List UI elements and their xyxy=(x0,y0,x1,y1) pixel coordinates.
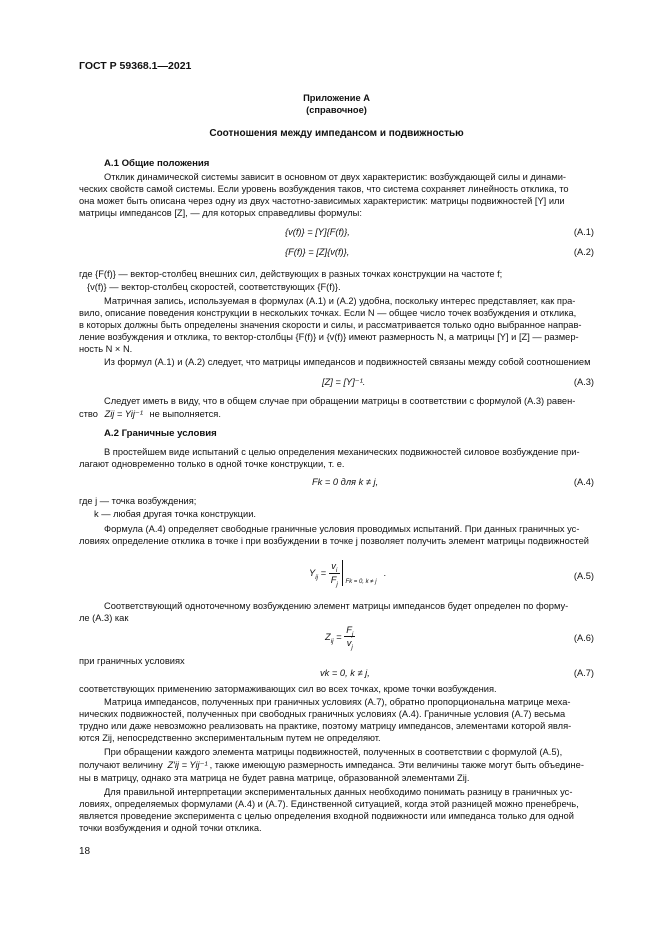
s2-where-line1: где j — точка возбуждения; xyxy=(79,496,197,506)
s1-p2-line3: в которых должны быть определены значения скорости и силы, и рассматривается только одно выбранное направ- xyxy=(79,320,582,330)
equation-a4-number: (А.4) xyxy=(573,477,594,487)
equation-a6-number: (А.6) xyxy=(573,633,594,643)
s2-p1-line1: В простейшем виде испытаний с целью определения механических подвижностей силовое возбуждение при- xyxy=(104,447,580,457)
equation-a5 xyxy=(79,560,594,594)
equation-a2-body: {F(f)} = [Z]{v(f)}, xyxy=(285,247,350,257)
s1-p4-inline-equation: Zij = Yij⁻¹ xyxy=(104,409,143,419)
s1-p3: Из формул (А.1) и (А.2) следует, что матрицы импедансов и подвижностей связаны между собой соотношением xyxy=(104,357,591,367)
s2-p6-line3: трудно или даже невозможно реализовать на практике, поэтому матрицу импедансов, элементами которой явля- xyxy=(79,721,572,731)
equation-a3-body: [Z] = [Y]⁻¹. xyxy=(322,377,366,387)
equation-a3-number: (А.3) xyxy=(573,377,594,387)
s2-where-line2: k — любая другая точка конструкции. xyxy=(94,509,256,519)
equation-a1 xyxy=(79,226,594,240)
equation-a5-evaluation-bar xyxy=(342,560,383,586)
equation-a5-number: (А.5) xyxy=(573,571,594,581)
equation-a7-body: vk = 0, k ≠ j, xyxy=(320,668,370,678)
s2-p8-line2: ловиях, определяемых формулами (А.4) и (А.7). Единственной ситуацией, когда этой разницей можно пренебречь, xyxy=(79,799,579,809)
s2-p2-line2: ловиях определение отклика в точке i при возбуждении в точке j позволяет получить элемент матрицы подвижностей xyxy=(79,536,589,546)
equation-a4 xyxy=(79,476,594,490)
s2-p7-line2-end: , также имеющую размерность импеданса. Эти величины также могут быть объедине- xyxy=(209,760,584,770)
equation-a1-number: (А.1) xyxy=(573,227,594,237)
s2-p8-line3: является проведение эксперимента с целью определения входной подвижности или импеданса только для одной xyxy=(79,811,574,821)
s1-p2-line5: ность N × N. xyxy=(79,344,133,354)
section-a2-title: А.2 Граничные условия xyxy=(104,428,217,439)
s2-p6-line1: Матрица импедансов, полученных при граничных условиях (А.7), обратно пропорциональна матрице меха- xyxy=(104,697,571,707)
equation-a6-body: $Z_{ij}$ = $\frac{F_j}{v_j}$ xyxy=(325,625,354,652)
s2-p1-line2: лагают одновременно только в одной точке конструкции, т. е. xyxy=(79,459,345,469)
s1-p1-line1: Отклик динамической системы зависит в основном от двух характеристик: возбуждающей силы и динами- xyxy=(104,172,567,182)
s1-p1-line2: ческих свойств самой системы. Если уровень возбуждения таков, что система сохраняет линейность отклика, то xyxy=(79,184,569,194)
equation-a4-body: Fk = 0 для k ≠ j, xyxy=(312,477,379,487)
s2-p8-line1: Для правильной интерпретации экспериментальных данных необходимо понимать разницу в граничных ус- xyxy=(104,787,573,797)
s1-p4-line2-end: не выполняется. xyxy=(149,409,221,419)
s1-where-line1: где {F(f)} — вектор-столбец внешних сил, действующих в разных точках конструкции на частоте f; xyxy=(79,269,503,279)
s1-p1-line4: матрицы импедансов [Z], — для которых справедливы формулы: xyxy=(79,208,362,218)
equation-a5-body: $Y_{ij}$ = $\frac{v_i}{F_j}$ Fk = 0, k ≠ j . xyxy=(309,561,387,588)
equation-a6-fraction: $\frac{F_j}{v_j}$ xyxy=(346,625,354,652)
s2-p3-line2: ле (А.3) как xyxy=(79,613,129,623)
s2-p7-line1: При обращении каждого элемента матрицы подвижностей, полученных в соответствии с формулой (А.5), xyxy=(104,747,563,757)
appendix-title: Приложение А xyxy=(303,93,370,103)
s1-p2-line2: вило, описание поведения конструкции в нескольких точках. Если N — общее число точек возбуждения и отклика, xyxy=(79,308,577,318)
s2-p7-line2-start: получают величину xyxy=(79,760,163,770)
document-header: ГОСТ Р 59368.1—2021 xyxy=(79,60,192,72)
equation-a5-fraction: $\frac{v_i}{F_j}$ xyxy=(330,561,338,588)
equation-a5-condition: Fk = 0, k ≠ j xyxy=(345,578,377,585)
s2-p5: соответствующих применению затормаживающих сил во всех точках, кроме точки возбуждения. xyxy=(79,684,497,694)
s1-p4-line1: Следует иметь в виду, что в общем случае при обращении матрицы в соответствии с формулой (А.3) равен- xyxy=(104,396,576,406)
equation-a1-body: {v(f)} = [Y]{F(f)}, xyxy=(285,227,350,237)
s1-p1-line3: она может быть описана через одну из двух частотно-зависимых характеристик: матрицы подвижностей [Y] или xyxy=(79,196,565,206)
s1-p4-line2-start: ство xyxy=(79,409,98,419)
s1-p2-line1: Матричная запись, используемая в формулах (А.1) и (А.2) удобна, поскольку интерес представляет, как пра- xyxy=(104,296,576,306)
equation-a7 xyxy=(79,667,594,681)
s2-p3-line1: Соответствующий одноточечному возбуждению элемент матрицы импедансов будет определен по форму- xyxy=(104,601,569,611)
equation-a3 xyxy=(79,376,594,390)
appendix-subtitle: (справочное) xyxy=(306,105,367,115)
section-a1-title: А.1 Общие положения xyxy=(104,158,210,169)
equation-a2-number: (А.2) xyxy=(573,247,594,257)
s1-p4-line2 xyxy=(79,408,594,420)
s1-p2-line4: ление возбуждения и отклика, то вектор-столбцы {F(f)} и {v(f)} имеют размерность N, а матрицы [Y] и [Z] — размер- xyxy=(79,332,579,342)
s2-p7-line2 xyxy=(79,759,594,771)
s2-p6-line2: нических подвижностей, полученных при свободных граничных условиях (А.4). Граничные условия (А.7) весьма xyxy=(79,709,566,719)
s2-p8-line4: точки возбуждения и одной точки отклика. xyxy=(79,823,262,833)
s1-where-line2: {v(f)} — вектор-столбец скоростей, соответствующих {F(f)}. xyxy=(87,282,341,292)
appendix-heading: Соотношения между импедансом и подвижностью xyxy=(209,128,464,139)
s2-p4: при граничных условиях xyxy=(79,656,185,666)
s2-p7-line3: ны в матрицу, однако эта матрица не будет равна матрице, образованной элементами Zij. xyxy=(79,773,470,783)
page-number: 18 xyxy=(79,846,91,857)
equation-a2 xyxy=(79,246,594,260)
equation-a6 xyxy=(79,624,594,656)
s2-p6-line4: ются Zij, непосредственно экспериментальным путем не определяют. xyxy=(79,733,381,743)
s2-p7-inline-equation: Z′ij = Yij⁻¹ xyxy=(167,760,208,770)
s2-p2-line1: Формула (А.4) определяет свободные граничные условия проводимых испытаний. При данных граничных ус- xyxy=(104,524,580,534)
equation-a7-number: (А.7) xyxy=(573,668,594,678)
